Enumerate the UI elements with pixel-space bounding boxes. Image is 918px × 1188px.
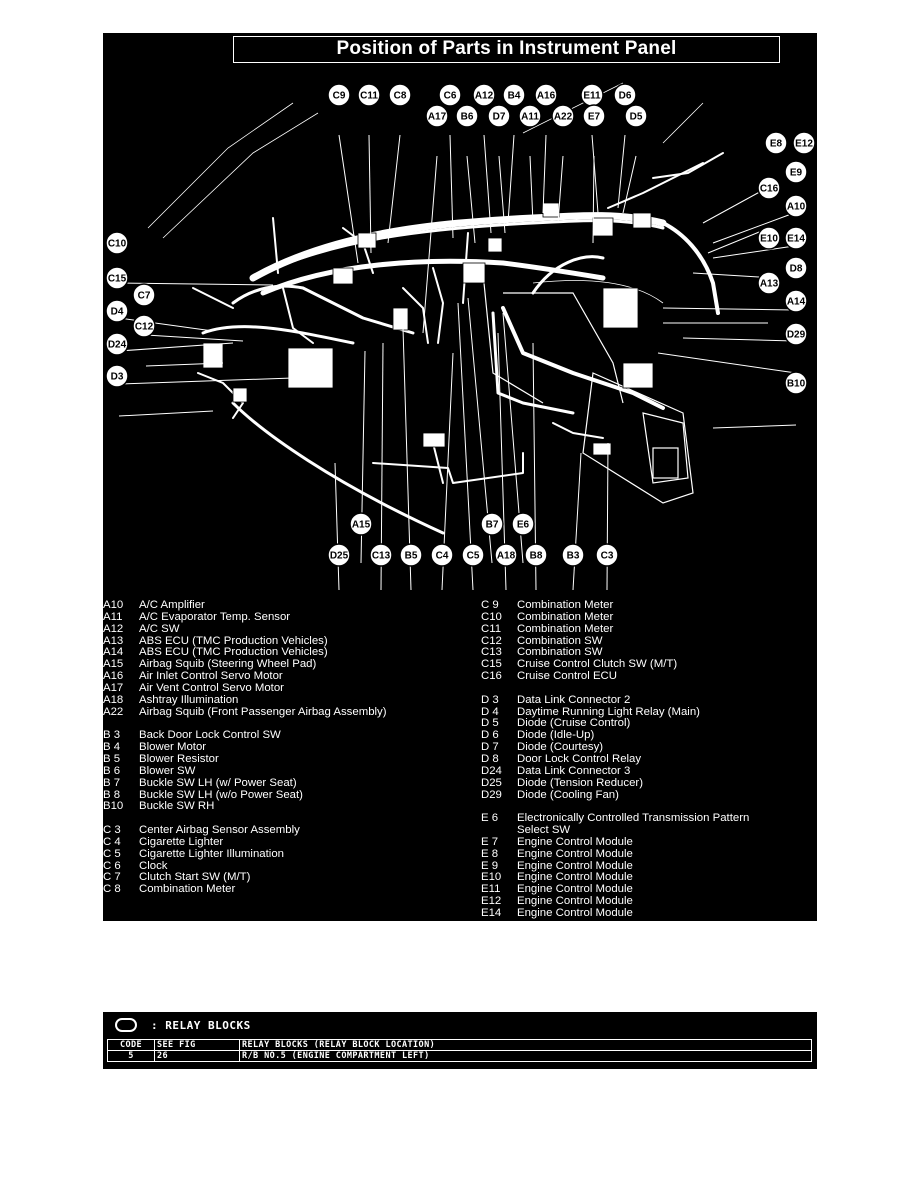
callout-c6 [439,84,461,106]
legend-description: Combination SW [517,634,603,647]
callout-label: B7 [485,519,499,531]
callout-label: E11 [583,90,601,102]
callout-a22 [552,105,574,127]
callout-label: A14 [786,296,806,308]
callout-b5 [400,544,422,566]
legend-description: Buckle SW LH (w/o Power Seat) [139,788,303,801]
callout-a13 [758,272,780,294]
callout-label: D5 [629,111,643,123]
legend-row [103,612,453,624]
legend-code: B 7 [103,776,121,789]
legend-code: C13 [481,646,502,659]
legend-code: C11 [481,622,502,635]
legend-description: Combination Meter [517,622,614,635]
callout-e9 [785,161,807,183]
legend-code: E14 [481,906,502,919]
relay-header [115,1016,251,1034]
callout-label: C7 [137,290,151,302]
legend-code: D 5 [481,717,499,730]
callout-label: E8 [769,138,783,150]
legend-description: Diode (Tension Reducer) [517,776,643,789]
callout-label: C10 [107,238,127,250]
callout-d8 [785,257,807,279]
callout-a10 [785,195,807,217]
callout-c16 [758,177,780,199]
legend-description: Cigarette Lighter Illumination [139,847,284,860]
callout-d5 [625,105,647,127]
legend-description: A/C SW [139,622,180,635]
legend-code: A22 [103,705,124,718]
callout-label: D4 [110,306,124,318]
callout-a16 [535,84,557,106]
callout-label: E9 [789,167,803,179]
legend-row [103,884,453,896]
legend-right [481,600,811,920]
legend-description: Engine Control Module [517,847,633,860]
instrument-panel-diagram [103,73,817,608]
legend-code: C16 [481,670,502,683]
callout-label: C5 [466,550,480,562]
legend-description: Engine Control Module [517,871,633,884]
callout-d24 [106,333,128,355]
legend-code: E 8 [481,847,499,860]
callout-label: A11 [521,111,539,123]
callout-label: E12 [795,138,813,150]
legend-row [103,766,453,778]
legend-code: A10 [103,599,124,611]
callout-label: A16 [536,90,556,102]
legend-description: Diode (Idle-Up) [517,729,595,742]
legend-code: C10 [481,610,502,623]
legend-code: D 6 [481,729,499,742]
callout-label: B3 [566,550,580,562]
legend-description: ABS ECU (TMC Production Vehicles) [139,646,328,659]
relay-header-row [108,1040,812,1051]
callout-label: C3 [600,550,614,562]
legend-description: Diode (Courtesy) [517,741,604,754]
legend-row [103,801,453,813]
callout-label: A13 [759,278,779,290]
legend-description: Clutch Start SW (M/T) [139,871,251,884]
relay-col-see-fig: SEE FIG [155,1040,240,1051]
wiring-harness [193,153,723,533]
legend-code: D 7 [481,741,499,754]
callout-a18 [495,544,517,566]
callout-label: D25 [329,550,349,562]
legend-code: C 8 [103,883,121,896]
legend-description: Airbag Squib (Front Passenger Airbag Assembly) [139,705,387,718]
callout-label: B6 [460,111,474,123]
legend-code: D29 [481,788,502,801]
callout-label: B8 [529,550,543,562]
legend-gap [481,683,811,695]
relay-row [108,1051,812,1062]
legend-description: Air Vent Control Servo Motor [139,681,284,694]
legend-row [481,778,811,790]
legend-description: Cigarette Lighter [139,835,224,848]
legend-code: C 3 [103,824,121,837]
legend-code: B 3 [103,729,121,742]
legend-code: A13 [103,634,124,647]
callout-label: C15 [107,273,127,285]
callout-b10 [785,372,807,394]
callout-a14 [785,290,807,312]
callout-c8 [389,84,411,106]
legend-row [481,695,811,707]
legend-description: Diode (Cruise Control) [517,717,631,730]
legend-code: D 4 [481,705,499,718]
legend-code: A18 [103,693,124,706]
legend-code: B 4 [103,741,121,754]
legend-row [481,671,811,683]
legend-description: Air Inlet Control Servo Motor [139,670,283,683]
callout-e10 [758,227,780,249]
legend-code: E 9 [481,859,499,872]
legend-row [481,790,811,802]
legend-code: E 6 [481,812,499,825]
callout-label: E7 [587,111,601,123]
callout-b7 [481,513,503,535]
callout-label: C16 [759,183,779,195]
legend-row [103,695,453,707]
legend-row [481,849,811,861]
callout-d7 [488,105,510,127]
callout-label: A18 [496,550,516,562]
callout-label: E10 [760,233,778,245]
relay-heading: : RELAY BLOCKS [151,1018,251,1032]
legend-code: E12 [481,895,502,908]
callout-c5 [462,544,484,566]
legend-row [103,778,453,790]
legend-code: C 7 [103,871,121,884]
relay-table [107,1039,812,1062]
callout-c15 [106,267,128,289]
legend-description: Blower Resistor [139,752,219,765]
callout-label: D6 [618,90,632,102]
callout-c7 [133,284,155,306]
callout-label: C6 [443,90,457,102]
legend-row [103,849,453,861]
callout-label: D3 [110,371,124,383]
callout-label: C12 [134,321,154,333]
legend-description: Cruise Control Clutch SW (M/T) [517,658,678,671]
callout-e11 [581,84,603,106]
console-outline [483,273,693,503]
legend-description: A/C Amplifier [139,599,205,611]
callout-c13 [370,544,392,566]
callout-label: C9 [332,90,346,102]
callout-d29 [785,323,807,345]
callout-label: C8 [393,90,407,102]
relay-see-fig: 26 [155,1051,240,1062]
legend-code: B 6 [103,764,121,777]
legend-code: D24 [481,764,502,777]
callout-label: A17 [427,111,447,123]
legend-row [103,707,453,719]
callout-label: D29 [786,329,806,341]
relay-col-location: RELAY BLOCKS (RELAY BLOCK LOCATION) [240,1040,812,1051]
legend-description: Data Link Connector 2 [517,693,631,706]
callout-label: D7 [492,111,506,123]
legend-description: Blower SW [139,764,196,777]
callout-label: C13 [371,550,391,562]
legend-code: A11 [103,610,123,623]
callout-c11 [358,84,380,106]
legend-row [103,683,453,695]
legend-code: A15 [103,658,124,671]
legend-description: Electronically Controlled Transmission Pattern [517,812,750,825]
callout-d6 [614,84,636,106]
callout-label: A10 [786,201,806,213]
legend-code: E 7 [481,835,499,848]
callout-label: D24 [107,339,127,351]
legend-left [103,600,453,896]
legend-description: Airbag Squib (Steering Wheel Pad) [139,658,317,671]
legend-code: C 4 [103,835,121,848]
legend-row [103,837,453,849]
legend-description: Diode (Cooling Fan) [517,788,619,801]
legend-code: C15 [481,658,502,671]
callout-label: E6 [516,519,530,531]
page-title: Position of Parts in Instrument Panel [336,38,677,59]
callout-label: B10 [786,378,806,390]
relay-code: 5 [108,1051,155,1062]
legend-description: Combination Meter [517,599,614,611]
title-box [233,36,780,63]
callout-label: A22 [553,111,573,123]
callout-d25 [328,544,350,566]
legend-description: Engine Control Module [517,906,633,919]
legend-description: Combination Meter [517,610,614,623]
legend-code: B10 [103,800,124,813]
callout-c4 [431,544,453,566]
callout-b4 [503,84,525,106]
callout-b3 [562,544,584,566]
legend-description: Buckle SW RH [139,800,215,813]
legend-code: B 8 [103,788,121,801]
legend-code: E11 [481,883,501,896]
callout-label: A15 [351,519,371,531]
legend-description: Engine Control Module [517,895,633,908]
legend-code: B 5 [103,752,121,765]
callout-b8 [525,544,547,566]
callout-layer [106,84,815,566]
legend-description: Engine Control Module [517,883,633,896]
legend-description: Center Airbag Sensor Assembly [139,824,300,837]
legend-description: Ashtray Illumination [139,693,239,706]
legend-description: Cruise Control ECU [517,670,618,683]
legend-description: Clock [139,859,168,872]
legend-description: Engine Control Module [517,835,633,848]
callout-c9 [328,84,350,106]
callout-c10 [106,232,128,254]
legend-description: Engine Control Module [517,859,633,872]
callout-b6 [456,105,478,127]
legend-code: C 9 [481,599,499,611]
callout-e7 [583,105,605,127]
legend-code: C 6 [103,859,121,872]
legend-description: A/C Evaporator Temp. Sensor [139,610,291,623]
callout-d4 [106,300,128,322]
legend-description: Buckle SW LH (w/ Power Seat) [139,776,297,789]
legend-description: Combination SW [517,646,603,659]
callout-a15 [350,513,372,535]
callout-label: C11 [360,90,378,102]
callout-a11 [519,105,541,127]
legend-code: D 8 [481,752,499,765]
relay-location: R/B NO.5 (ENGINE COMPARTMENT LEFT) [240,1051,812,1062]
callout-label: A12 [474,90,494,102]
callout-e14 [785,227,807,249]
legend-description: Door Lock Control Relay [517,752,642,765]
legend-row [481,908,811,920]
legend-row [481,766,811,778]
legend-row [103,624,453,636]
callout-label: C4 [435,550,449,562]
callout-e6 [512,513,534,535]
legend-code: D 3 [481,693,499,706]
legend-code: A12 [103,622,124,635]
legend-code: A17 [103,681,124,694]
relay-blocks-panel [103,1012,817,1069]
legend-code: D25 [481,776,502,789]
legend-description: Daytime Running Light Relay (Main) [517,705,700,718]
legend-row [481,624,811,636]
legend-description: Blower Motor [139,741,207,754]
relay-block-oval-icon [115,1018,137,1032]
legend-description: Back Door Lock Control SW [139,729,281,742]
legend-description: Combination Meter [139,883,236,896]
callout-a17 [426,105,448,127]
legend-row [481,612,811,624]
callout-label: E14 [787,233,805,245]
callout-c12 [133,315,155,337]
callout-c3 [596,544,618,566]
legend-code: E10 [481,871,502,884]
callout-e12 [793,132,815,154]
relay-col-code: CODE [108,1040,155,1051]
legend-code: C12 [481,634,502,647]
callout-a12 [473,84,495,106]
legend-description-continued: Select SW [517,824,571,837]
legend-row [481,837,811,849]
callout-label: D8 [789,263,803,275]
callout-label: B5 [404,550,418,562]
legend-code: A16 [103,670,124,683]
callout-d3 [106,365,128,387]
callout-label: B4 [507,90,521,102]
callout-e8 [765,132,787,154]
legend-description: Data Link Connector 3 [517,764,631,777]
legend-description: ABS ECU (TMC Production Vehicles) [139,634,328,647]
legend-code: A14 [103,646,124,659]
legend-code: C 5 [103,847,121,860]
parts-diagram-panel [103,33,817,921]
